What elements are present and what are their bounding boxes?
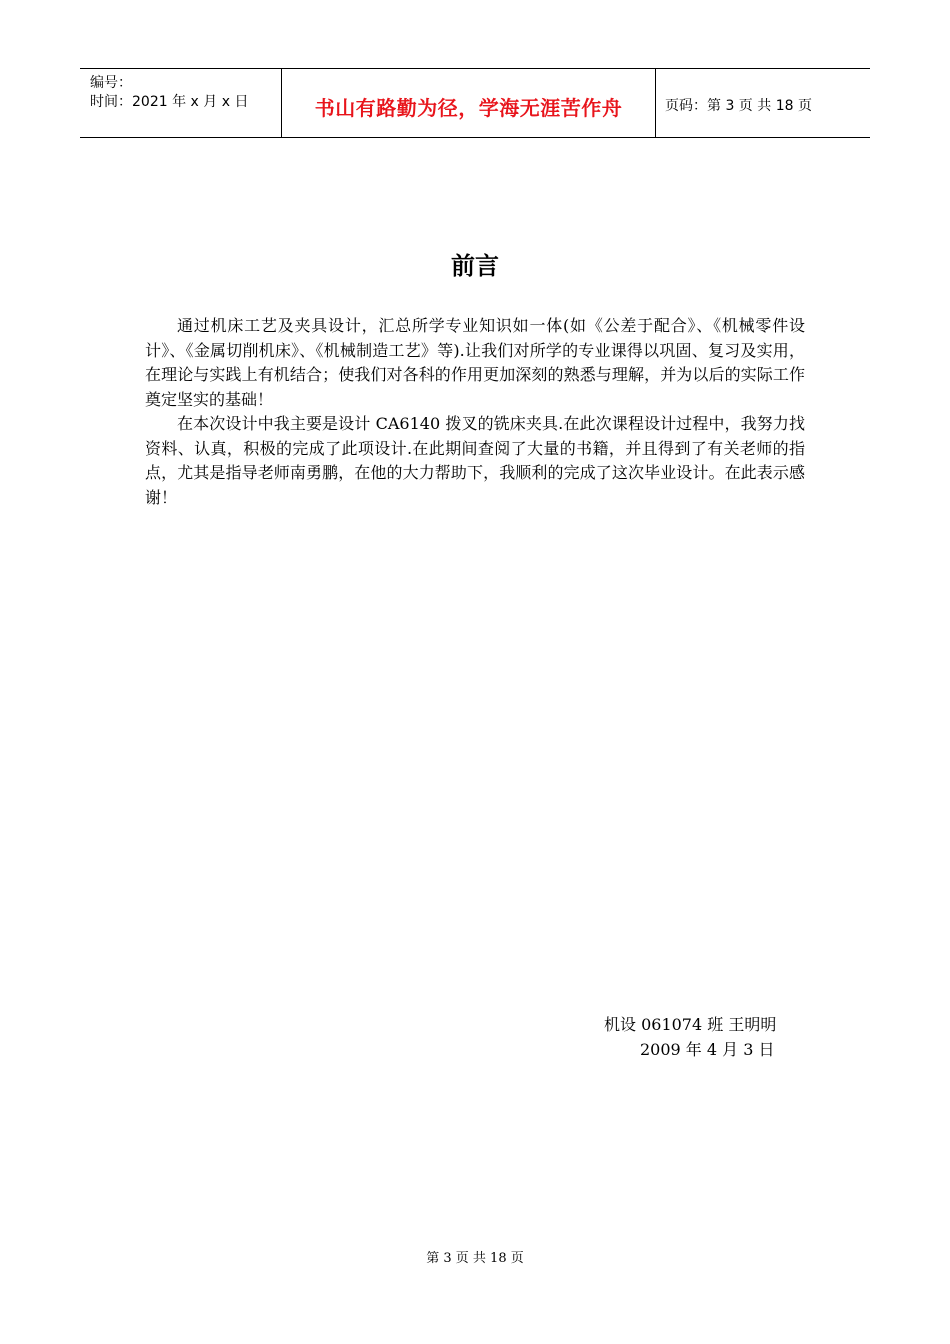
- header-page-cell: [655, 69, 870, 137]
- signature-date: 2009 年 4 月 3 日: [640, 1040, 775, 1059]
- motto-text: 书山有路勤为径，学海无涯苦作舟: [314, 96, 623, 120]
- page-footer: 第 3 页 共 18 页: [426, 1251, 524, 1266]
- document-date: 时间：2021 年 x 月 x 日: [90, 94, 249, 110]
- header-motto-cell: [281, 69, 656, 137]
- document-number-label: 编号：: [90, 75, 132, 91]
- paragraph: 在本次设计中我主要是设计 CA6140 拨叉的铣床夹具.在此次课程设计过程中，我努力找资料、认真，积极的完成了此项设计.在此期间查阅了大量的书籍，并且得到了有关老师的指点，尤其是指导老师南勇鹏，在他的大力帮助下，我顺利的完成了这次毕业设计。在此表示感谢！: [145, 414, 805, 507]
- preface-body: [145, 314, 805, 510]
- page-title: 前言: [451, 252, 499, 280]
- header-info-cell: [80, 69, 281, 137]
- paragraph: 通过机床工艺及夹具设计，汇总所学专业知识如一体(如《公差于配合》、《机械零件设计》、《金属切削机床》、《机械制造工艺》等).让我们对所学的专业课得以巩固、复习及实用，在理论与实践上有机结合；使我们对各科的作用更加深刻的熟悉与理解，并为以后的实际工作奠定坚实的基础！: [145, 316, 805, 409]
- page-header: [80, 68, 870, 138]
- author-signature: 机设 061074 班 王明明: [604, 1015, 777, 1034]
- header-page-number: 页码：第 3 页 共 18 页: [665, 98, 812, 114]
